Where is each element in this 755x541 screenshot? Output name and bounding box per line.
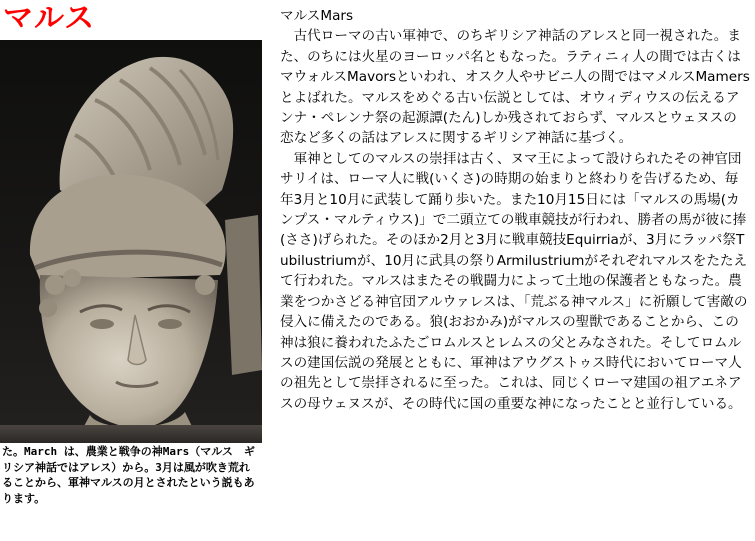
article-paragraph: 軍神としてのマルスの崇拝は古く、ヌマ王によって設けられたその神官団サリイは、ローマ人に戦(いくさ)の時期の始まりと終わりを告げるため、毎年3月と10月に武装して踊り歩いた。また10月15日には「マルスの馬場(カンプス・マルティウス)」で二頭立ての戦車競技が行われ、勝者の馬が彼に捧(ささ)げられた。そのほか2月と3月に戦車競技Equirriaが、3月にラッパ祭Tubilustriumが、10月に武具の祭りArmilustriumがそれぞれマルスをたたえて行われた。マルスはまたその戦闘力によって土地の保護者ともなった。農業をつかさどる神官団アルウァレスは、「荒ぶる神マルス」に祈願して害敵の侵入に備えたのである。狼(おおかみ)がマルスの聖獣であることから、この神は狼に養われたふたごロムルスとレムスの父とみなされた。そしてロムルスの建国伝説の発展とともに、軍神はアウグストゥス時代においてローマ人の祖先として崇拝されるに至った。これは、同じくローマ建国の祖アエネアスの母ウェヌスが、その時代に国の重要な神になったことと並行している。	[280, 150, 748, 412]
article-paragraph: 古代ローマの古い軍神で、のちギリシア神話のアレスと同一視された。また、のちには火星のヨーロッパ名ともなった。ラティニィ人の間では古くはマウォルスMavorsといわれ、オスク人やサビニ人の間ではマメルスMamersとよばれた。マルスをめぐる古い伝説としては、オウィディウスの伝えるアンナ・ペレンナ祭の起源譚(たん)しか残されておらず、マルスとウェヌスの恋など多くの話はアレスに関するギリシア神話に基づく。	[280, 28, 750, 147]
photo-caption: た。March は、農業と戦争の神Mars（マルス ギリシア神話ではアレス）から。3月は風が吹き荒れることから、軍神マルスの月とされたという説もあります。	[2, 445, 255, 505]
mars-statue-photo	[0, 40, 262, 443]
page-title: マルス	[3, 1, 96, 36]
article-heading: マルスMars	[280, 8, 354, 24]
statue-illustration	[0, 40, 262, 443]
article-body	[280, 6, 750, 414]
